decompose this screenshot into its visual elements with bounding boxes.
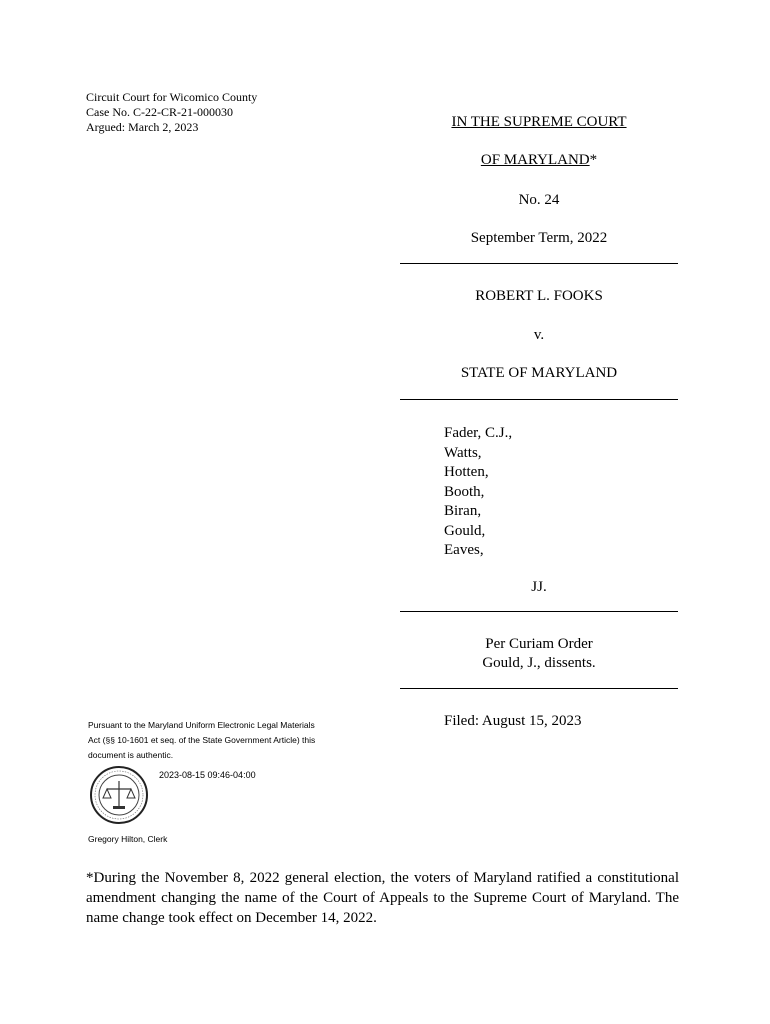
court-name-line2: OF MARYLAND*: [480, 152, 598, 168]
divider: [400, 611, 678, 612]
divider: [400, 688, 678, 689]
judges-suffix: JJ.: [531, 579, 547, 595]
case-number: Case No. C-22-CR-21-000030: [86, 105, 233, 119]
signature-timestamp: 2023-08-15 09:46-04:00: [159, 770, 256, 780]
footnote: *During the November 8, 2022 general election, the voters of Maryland ratified a constitutional amendment changing the name of the Court of Appeals to the Supreme Court of Maryland. The name change took effect on December 14, 2022.: [86, 870, 679, 926]
opinion-type: Per Curiam Order: [485, 636, 593, 652]
judge: Eaves,: [444, 542, 484, 558]
lower-court: Circuit Court for Wicomico County: [86, 90, 258, 104]
filed-date: Filed: August 15, 2023: [444, 713, 582, 729]
dissent-note: Gould, J., dissents.: [482, 655, 596, 671]
judge: Booth,: [444, 483, 485, 500]
clerk-name: Gregory Hilton, Clerk: [88, 834, 168, 844]
judge: Gould,: [444, 522, 486, 539]
case-metadata: [86, 90, 257, 135]
court-seal-icon: [89, 765, 149, 825]
docket-number: No. 24: [518, 192, 560, 208]
judge: Fader, C.J.,: [444, 425, 513, 441]
versus: v.: [533, 327, 545, 343]
divider: [400, 399, 678, 400]
divider: [400, 263, 678, 264]
argued-date: Argued: March 2, 2023: [86, 120, 199, 134]
judge: Biran,: [444, 503, 482, 519]
appellee: STATE OF MARYLAND: [460, 365, 618, 381]
term: September Term, 2022: [470, 230, 608, 246]
judge: Watts,: [444, 444, 482, 461]
court-name-line1: IN THE SUPREME COURT: [451, 114, 627, 130]
judges-list: [444, 424, 512, 561]
authentication-note: Pursuant to the Maryland Uniform Electronic Legal Materials Act (§§ 10-1601 et seq. of the State Government Article) this document is authentic.: [88, 720, 316, 760]
judge: Hotten,: [444, 464, 489, 480]
appellant: ROBERT L. FOOKS: [475, 288, 603, 304]
